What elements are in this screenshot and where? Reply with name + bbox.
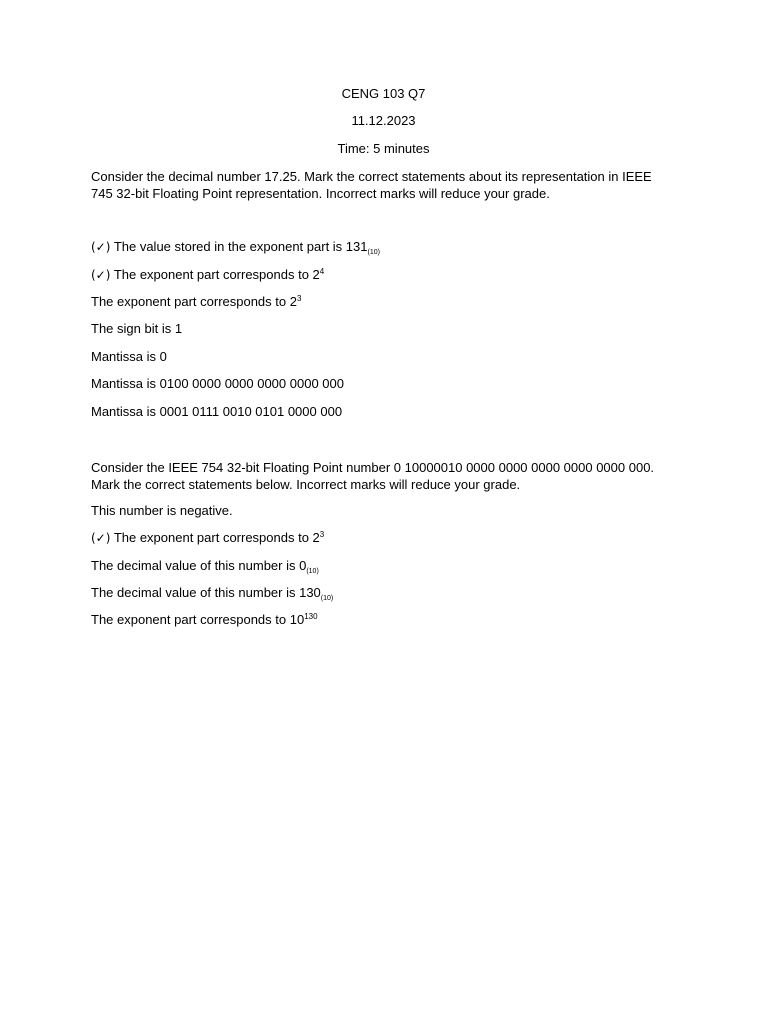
q2-option-3-text: The decimal value of this number is 0	[91, 557, 307, 573]
q2-option-5-text: The exponent part corresponds to 10	[91, 612, 305, 628]
q1-option-7	[91, 404, 676, 431]
q1-option-1	[91, 239, 676, 266]
q1-option-4	[91, 321, 676, 348]
q1-option-3	[91, 294, 676, 321]
q1-option-3-superscript: 3	[296, 293, 302, 303]
check-mark: (✓)	[91, 531, 111, 546]
q1-option-4-text: The sign bit is 1	[91, 321, 183, 337]
q1-option-2-superscript: 4	[319, 266, 325, 276]
q1-option-1-text: The value stored in the exponent part is 131	[113, 239, 368, 255]
q1-option-7-text: Mantissa is 0001 0111 0010 0101 0000 000	[91, 403, 343, 419]
document-page	[91, 86, 676, 640]
q2-option-4-text: The decimal value of this number is 130	[91, 585, 321, 601]
q1-option-5	[91, 349, 676, 376]
question-2-prompt: Consider the IEEE 754 32-bit Floating Point number 0 10000010 0000 0000 0000 0000 0000 000. Mark the correct statements below. Incorrect marks will reduce your grade.	[91, 459, 655, 492]
q1-option-1-subscript: (10)	[367, 249, 380, 257]
time-limit: Time: 5 minutes	[337, 140, 430, 156]
q2-option-3-subscript: (10)	[306, 567, 319, 575]
q1-option-2-text: The exponent part corresponds to 2	[113, 266, 320, 282]
q2-option-1	[91, 503, 676, 530]
course-title: CENG 103 Q7	[341, 86, 426, 101]
q2-option-4	[91, 585, 676, 612]
q2-option-2-superscript: 3	[319, 530, 325, 540]
q2-option-5	[91, 612, 676, 639]
q1-option-5-text: Mantissa is 0	[91, 348, 167, 364]
q1-option-3-text: The exponent part corresponds to 2	[91, 293, 297, 309]
check-mark: (✓)	[91, 267, 111, 282]
q1-option-2	[91, 267, 676, 294]
question-1-prompt: Consider the decimal number 17.25. Mark the correct statements about its representation in IEEE 745 32-bit Floating Point representation. Incorrect marks will reduce your grade.	[91, 169, 652, 202]
q2-option-2-text: The exponent part corresponds to 2	[113, 530, 320, 546]
q1-option-6-text: Mantissa is 0100 0000 0000 0000 0000 000	[91, 376, 344, 392]
q1-option-6	[91, 376, 676, 403]
q2-option-2	[91, 530, 676, 557]
q2-option-5-superscript: 130	[304, 612, 318, 622]
q2-option-4-subscript: (10)	[320, 595, 334, 603]
exam-date: 11.12.2023	[351, 113, 416, 129]
check-mark: (✓)	[91, 240, 111, 255]
q2-option-3	[91, 558, 676, 585]
q2-option-1-text: This number is negative.	[91, 502, 233, 518]
